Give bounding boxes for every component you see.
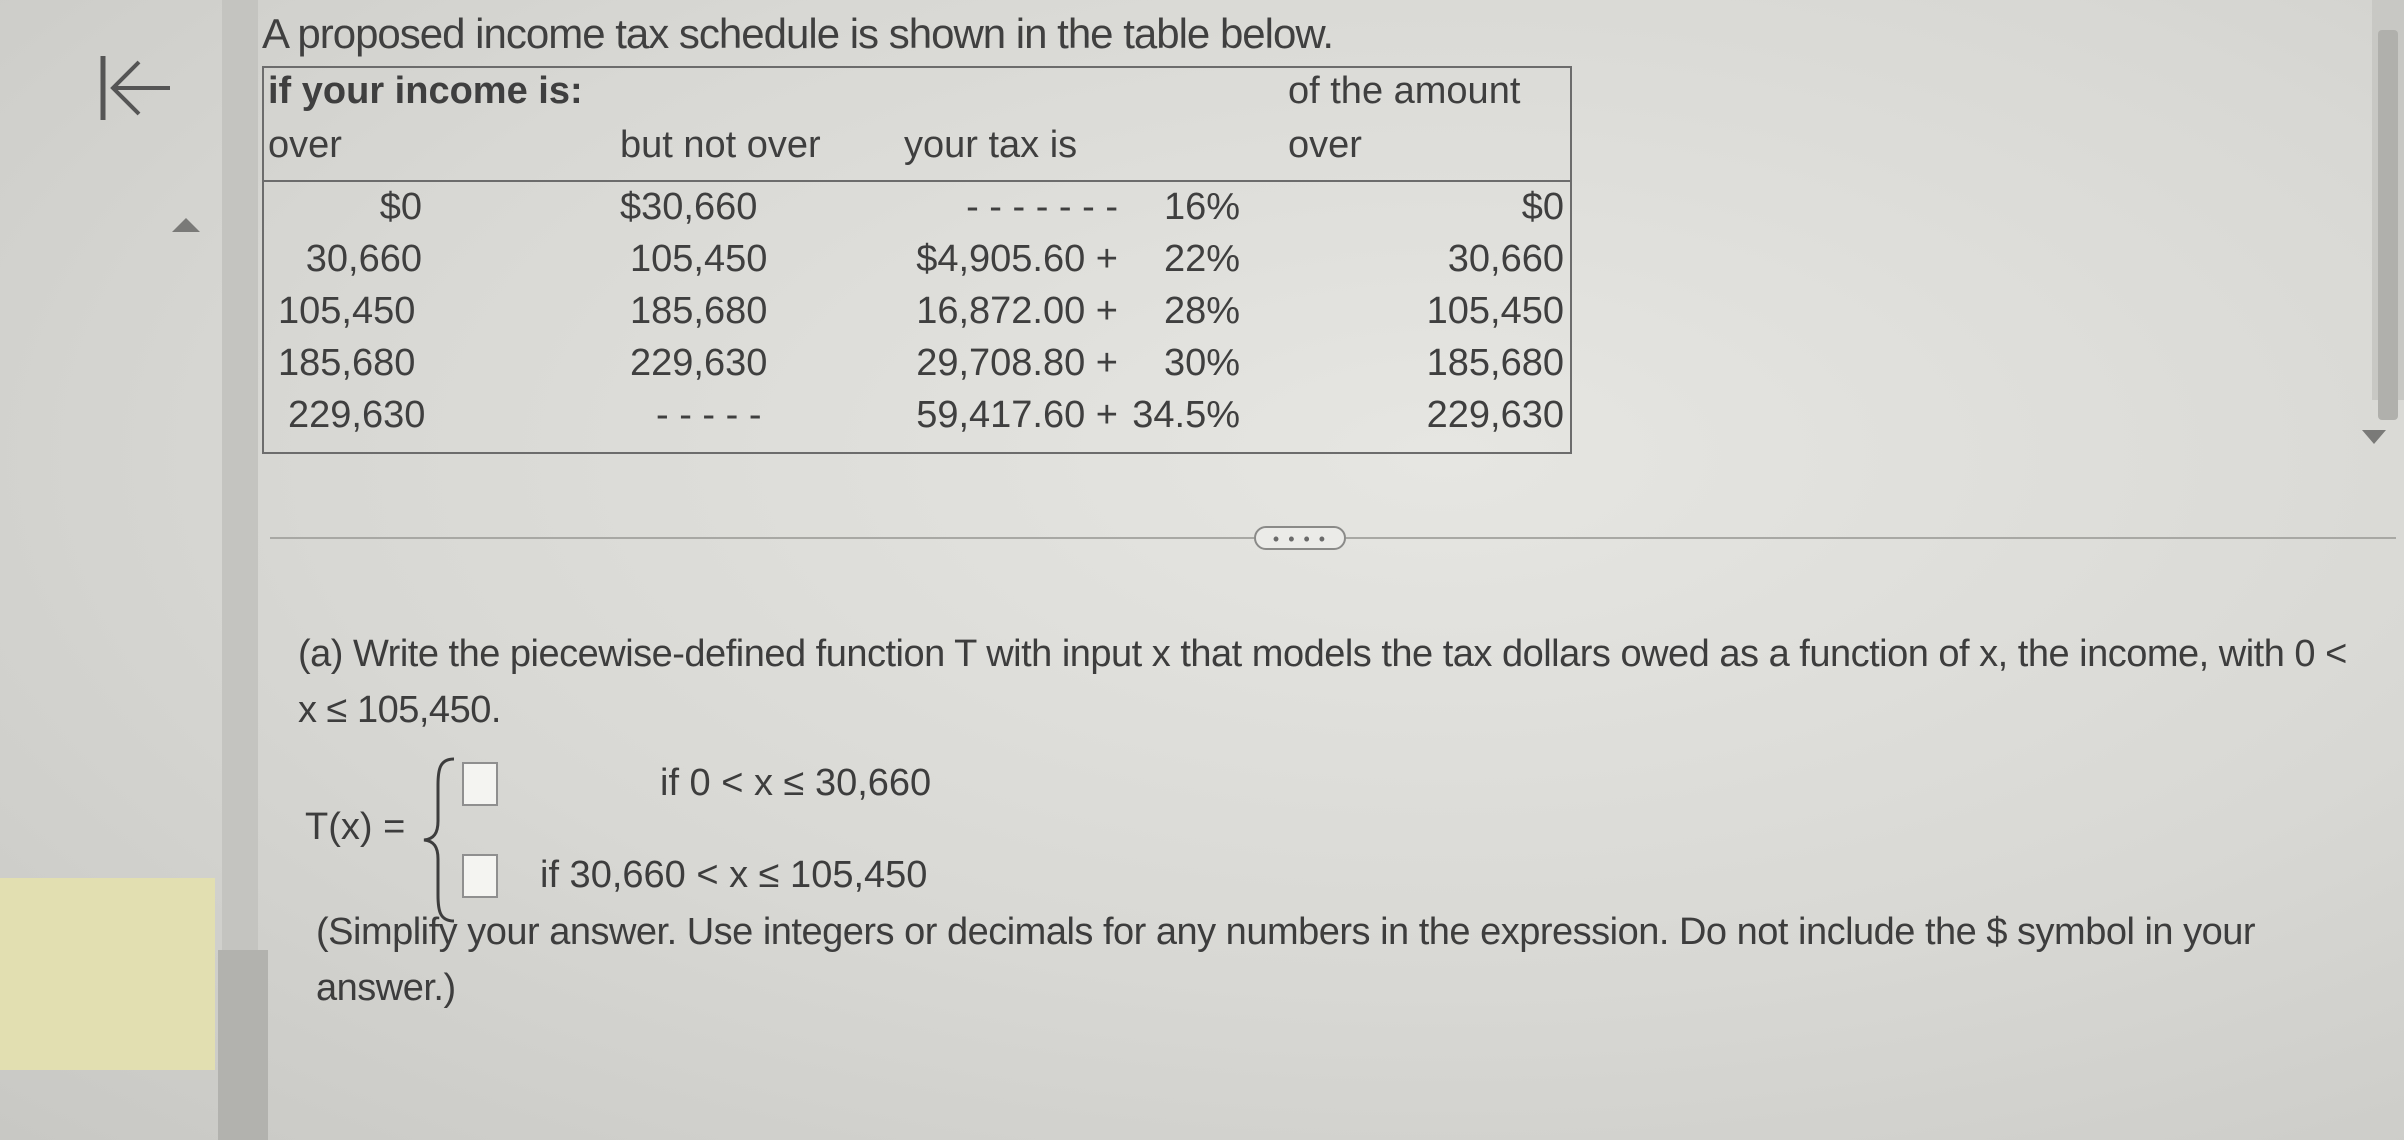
scroll-down-icon[interactable] [2362, 430, 2386, 444]
table-cell-base: $4,905.60 + [916, 238, 1118, 280]
table-cell-not-over: 185,680 [630, 290, 768, 332]
table-cell-rate: 28% [1163, 290, 1240, 332]
function-label: T(x) = [305, 806, 406, 848]
problem-prompt: A proposed income tax schedule is shown in the table below. [262, 10, 1334, 57]
table-cell-not-over: 229,630 [630, 342, 768, 384]
back-to-start-icon[interactable] [95, 48, 175, 128]
table-cell-amount-over: 30,660 [1447, 238, 1564, 280]
table-cell-over: 185,680 [278, 342, 416, 384]
table-cell-base: - - - - - - - [966, 186, 1118, 228]
table-cell-amount-over: 105,450 [1426, 290, 1564, 332]
question-text: (a) Write the piecewise-defined function T with input x that models the tax dollars owed as a function of x, the income, with 0 < x ≤ 105,450. [298, 633, 2347, 731]
table-cell-amount-over: 229,630 [1426, 394, 1564, 436]
table-cell-not-over: - - - - - [656, 394, 762, 436]
section-divider [1346, 537, 2396, 539]
scrollbar-thumb[interactable] [2378, 30, 2398, 420]
table-cell-rate: 22% [1163, 238, 1240, 280]
left-brace-icon [418, 755, 458, 925]
header-divider [264, 180, 1570, 182]
header-over: over [268, 124, 342, 166]
header-amount: of the amount [1288, 70, 1521, 112]
table-cell-over: 30,660 [305, 238, 422, 280]
table-cell-over: 105,450 [278, 290, 416, 332]
table-cell-over: 229,630 [288, 394, 426, 436]
case-condition: if 30,660 < x ≤ 105,450 [540, 854, 928, 896]
table-cell-base: 16,872.00 + [916, 290, 1118, 332]
header-but-not-over: but not over [620, 124, 821, 166]
table-cell-over: $0 [379, 186, 422, 228]
side-block [218, 950, 268, 1140]
answer-input-case-2[interactable] [462, 854, 498, 898]
answer-instructions: (Simplify your answer. Use integers or decimals for any numbers in the expression. Do not include the $ symbol in your answer.) [316, 911, 2256, 1009]
table-cell-not-over: 105,450 [630, 238, 768, 280]
table-cell-amount-over: $0 [1521, 186, 1564, 228]
table-cell-base: 29,708.80 + [916, 342, 1118, 384]
scroll-up-icon[interactable] [172, 218, 200, 232]
header-income: if your income is: [268, 70, 583, 112]
answer-input-case-1[interactable] [462, 762, 498, 806]
table-cell-not-over: $30,660 [620, 186, 758, 228]
side-panel [0, 878, 215, 1070]
table-cell-rate: 30% [1163, 342, 1240, 384]
table-cell-rate: 16% [1163, 186, 1240, 228]
table-cell-amount-over: 185,680 [1426, 342, 1564, 384]
case-condition: if 0 < x ≤ 30,660 [660, 762, 932, 804]
section-divider [270, 537, 1254, 539]
header-amount-over: over [1288, 124, 1362, 166]
table-cell-rate: 34.5% [1132, 394, 1240, 436]
table-cell-base: 59,417.60 + [916, 394, 1118, 436]
expand-more-button[interactable]: • • • • [1254, 526, 1346, 550]
tax-schedule-table [262, 66, 1572, 454]
header-tax: your tax is [904, 124, 1078, 166]
